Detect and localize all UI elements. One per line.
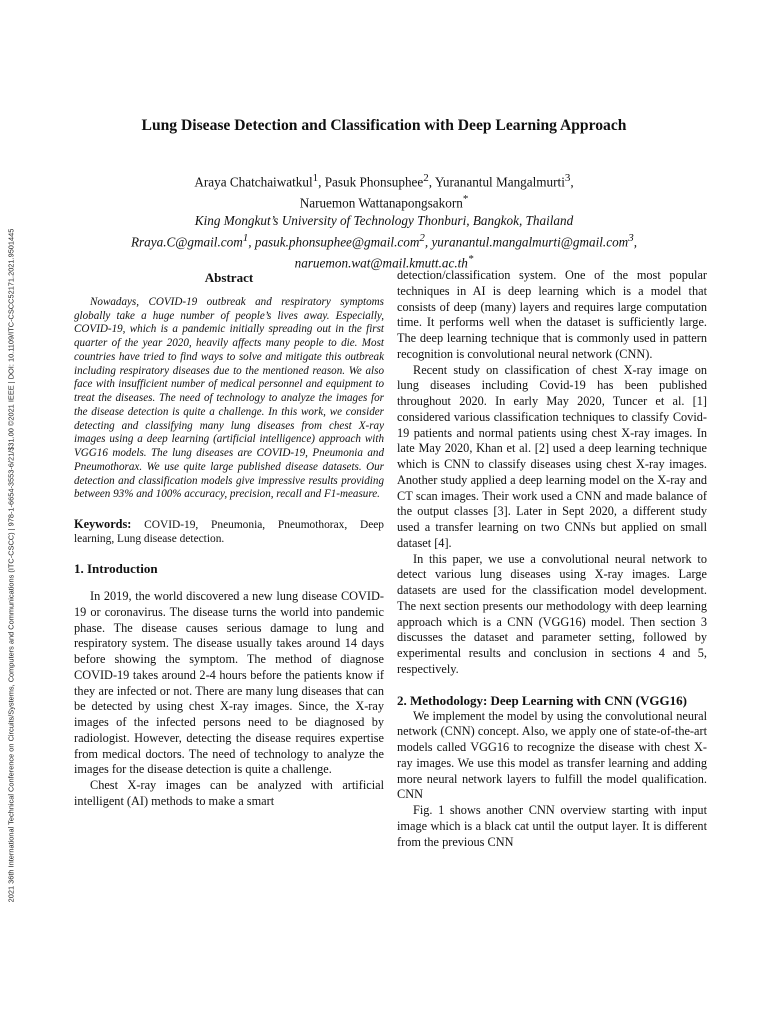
side-metadata bbox=[2, 155, 20, 975]
author-line-2 bbox=[60, 191, 708, 212]
author-sup-3: 3 bbox=[564, 172, 571, 184]
author-name-2: , Pasuk Phonsuphee bbox=[318, 174, 424, 190]
side-metadata-text: 2021 36th International Technical Conference on Circuits/Systems, Computers and Communications (ITC-CSCC) | 978-1-6654-3553-6/21/$31.00 ©2021 IEEE | DOI: 10.1109/ITC-CSCC52171.2021.9501445 bbox=[6, 228, 16, 902]
keywords bbox=[74, 517, 384, 546]
email-1: Rraya.C@gmail.com bbox=[130, 233, 243, 249]
keywords-label: Keywords: bbox=[74, 517, 132, 531]
author-name-4: Naruemon Wattanapongsakorn bbox=[299, 195, 463, 211]
author-name-1: Araya Chatchaiwatkul bbox=[194, 174, 313, 190]
paragraph-continuation: detection/classification system. One of the most popular techniques in AI is deep learning which is a model that consists of deep (many) layers and requires large computation time. It performs well when the dataset is sufficiently large. The deep learning technique that is commonly used in pattern recognition is convolutional neural network (CNN). bbox=[397, 268, 707, 361]
abstract-body: Nowadays, COVID-19 outbreak and respiratory symptoms globally take a huge number of people’s lives away. Especially, COVID-19, which is a pandemic initially spreading out in the first quarter of the year 2020, heavily affects many people to die. Most countries have tried to find ways to solve and mitigate this outbreak including respiratory diseases due to the mentioned reason. We also face with insufficient number of medical personnel and equipment to treat the diseases. The need of technology to analyze the images for the disease detection is quite a challenge. In this work, we consider detecting and classifying many lung diseases from chest X-ray images using a deep learning (artificial intelligence) approach with VGG16 models. The lung diseases are COVID-19, Pneumonia and Pneumothorax. We use quite large published disease datasets. Our detection and classification models give impressive results providing between 93% and 100% accuracy, precision, recall and F1-measure. bbox=[74, 295, 384, 501]
email-sup-4: * bbox=[467, 252, 474, 265]
email-line-1 bbox=[60, 230, 708, 251]
abstract-heading: Abstract bbox=[204, 270, 254, 285]
introduction-paragraph-2: Chest X-ray images can be analyzed with artificial intelligent (AI) methods to make a smart bbox=[74, 778, 384, 808]
paragraph-recent-study: Recent study on classification of chest X-ray image on lung diseases including Covid-19 has been published throughout 2020. In early May 2020, Tuncer et al. [1] considered various classification techniques to classify Covid-19 patients and normal patients using chest X-ray images. In late May 2020, Khan et al. [2] used a deep learning technique which is CNN to classify diseases using chest X-ray images. Another study applied a deep learning model on the X-ray and CT scan images. Their work used a CNN and made balance of the output classes [3]. Later in Sept 2020, a different study used a transfer learning on two CNNs but applied on small dataset [4]. bbox=[397, 362, 707, 550]
author-block bbox=[60, 170, 708, 272]
email-sup-1: 1 bbox=[242, 231, 249, 244]
keywords-text: COVID-19, Pneumonia, Pneumothorax, Deep learning, Lung disease detection. bbox=[74, 519, 384, 545]
email-2: , pasuk.phonsuphee@gmail.com bbox=[248, 233, 420, 249]
introduction-heading: 1. Introduction bbox=[74, 561, 158, 576]
affiliation: King Mongkut’s University of Technology Thonburi, Bangkok, Thailand bbox=[194, 212, 574, 228]
left-column bbox=[74, 268, 384, 810]
introduction-paragraph-1: In 2019, the world discovered a new lung disease COVID-19 or coronavirus. The disease turns the world into pandemic phase. The disease causes serious damage to lung and respiratory system. The disease usually takes around 14 days before showing the symptom. The method of diagnose COVID-19 takes around 2-4 hours before the patients know if they are infected or not. There are many lung diseases that can be detected by using chest X-ray images. Since, the X-ray images of the infected persons need to be diagnosed by radiologist. However, detecting the disease requires expertise from medical doctors. The need of technology to analyze the images for the disease detection is quite a challenge. bbox=[74, 589, 384, 777]
author-sup-1: 1 bbox=[312, 172, 319, 184]
email-3: , yuranantul.mangalmurti@gmail.com bbox=[424, 233, 629, 249]
author-sup-4: * bbox=[462, 192, 469, 205]
paper-title: Lung Disease Detection and Classification with Deep Learning Approach bbox=[141, 117, 627, 134]
right-column bbox=[397, 268, 707, 850]
author-sup-2: 2 bbox=[423, 172, 429, 184]
email-sup-2: 2 bbox=[419, 231, 425, 244]
paragraph-implement: We implement the model by using the convolutional neural network (CNN) concept. Also, we apply one of state-of-the-art models called VGG16 to recognize the disease with chest X- ray images. We use this model as transfer learning and adding more neural network layers to fulfill the model qualification. CNN bbox=[397, 708, 707, 802]
methodology-heading: 2. Methodology: Deep Learning with CNN (VGG16) bbox=[397, 692, 687, 708]
paragraph-this-paper: In this paper, we use a convolutional neural network to detect various lung diseases using X-ray images. Large datasets are used for the classification model development. The next section presents our methodology with deep learning approach which is a CNN (VGG16) model. Then section 3 discusses the dataset and parameter setting, followed by experimental results and conclusion in sections 4 and 5, respectively. bbox=[397, 551, 707, 676]
author-line-1 bbox=[60, 170, 708, 191]
email-line-1-end: , bbox=[633, 233, 637, 249]
author-name-3: , Yuranantul Mangalmurti bbox=[428, 174, 565, 190]
author-line-1-end: , bbox=[570, 174, 574, 190]
email-sup-3: 3 bbox=[628, 231, 634, 244]
email-4: naruemon.wat@mail.kmutt.ac.th bbox=[294, 254, 468, 270]
paragraph-figure-1: Fig. 1 shows another CNN overview starting with input image which is a black cat until the output layer. It is different from the previous CNN bbox=[397, 803, 707, 849]
